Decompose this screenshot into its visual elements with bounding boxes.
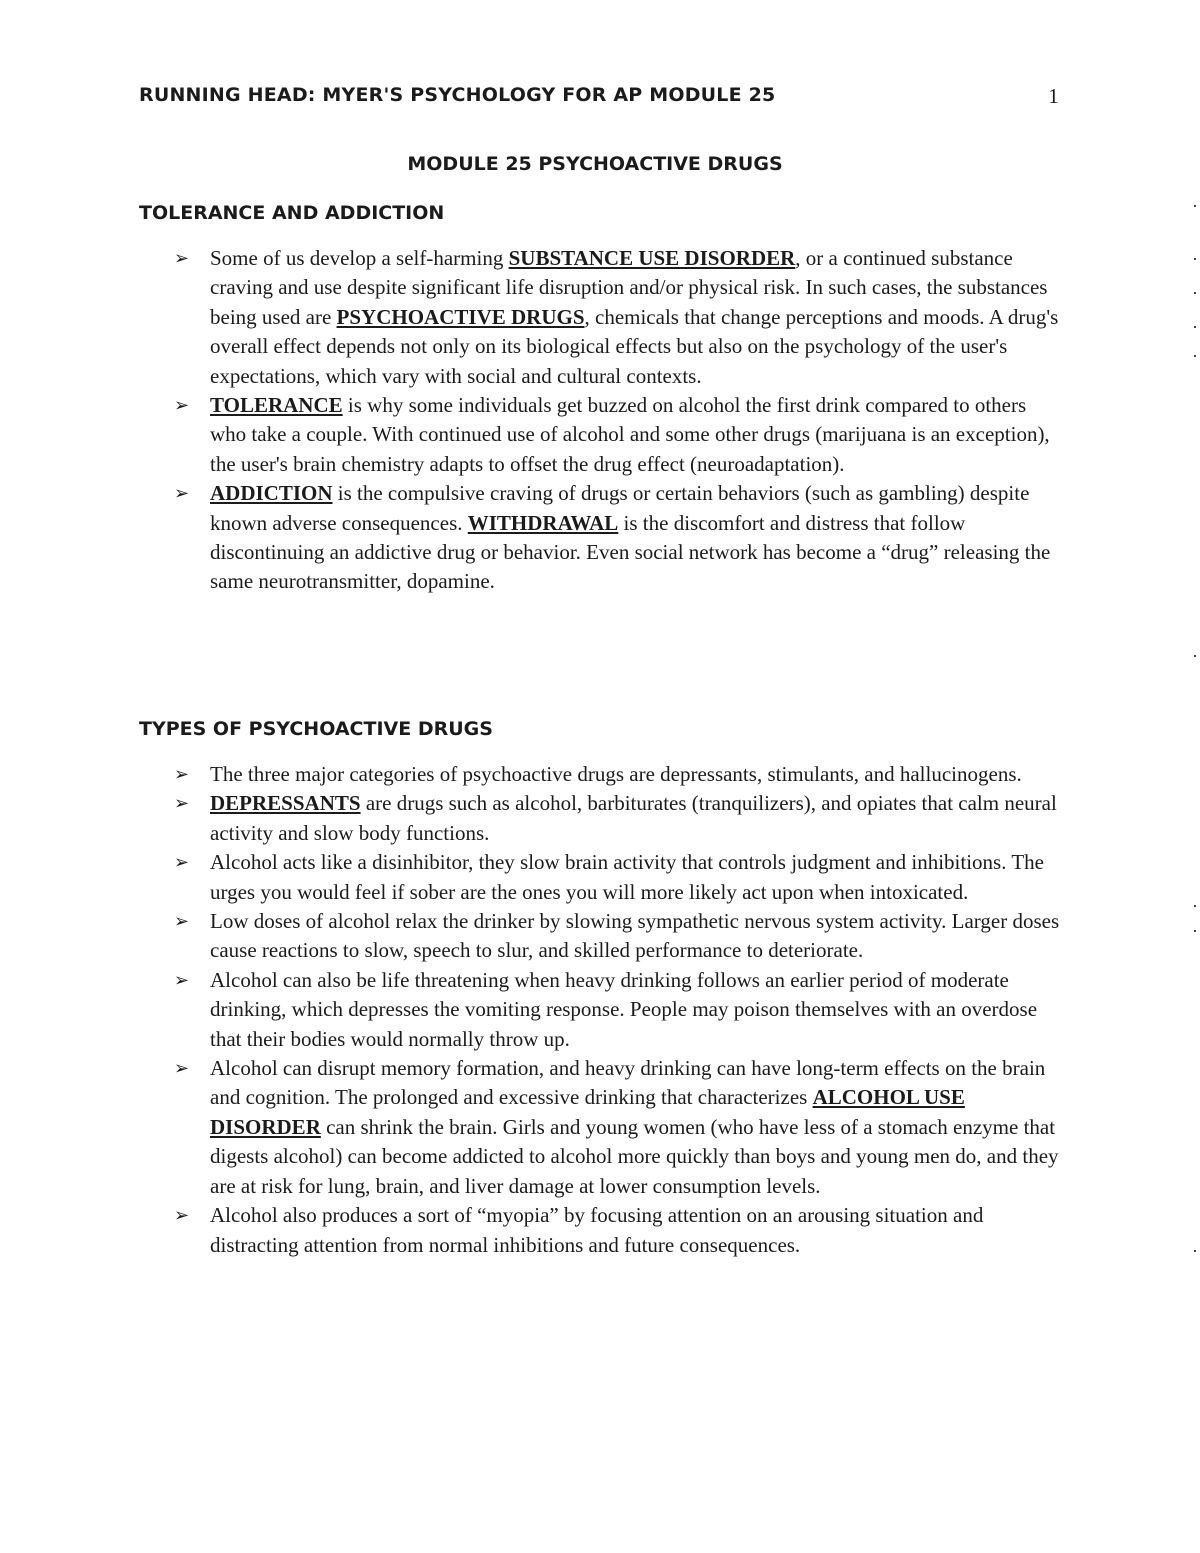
- bullet-text: Some of us develop a self-harming: [210, 246, 509, 270]
- bullet-text: can shrink the brain. Girls and young women (who have less of a stomach enzyme that digests alcohol) can become addicted to alcohol more quickly than boys and young men do, and they are at risk for lung, brain, and liver damage at lower consumption levels.: [210, 1114, 1059, 1198]
- running-head: [139, 84, 1059, 106]
- list-item: [174, 1201, 1060, 1260]
- list-item: [174, 907, 1060, 966]
- list-item: [174, 789, 1060, 848]
- list-item: [174, 1054, 1060, 1201]
- running-head-text: RUNNING HEAD: MYER'S PSYCHOLOGY FOR AP MODULE 25: [139, 84, 776, 106]
- list-item: [174, 760, 1060, 789]
- arrow-bullet-icon: ➢: [174, 911, 190, 933]
- key-term: WITHDRAWAL: [467, 510, 619, 535]
- section-heading-tolerance: TOLERANCE AND ADDICTION: [139, 202, 445, 224]
- key-term: TOLERANCE: [210, 393, 343, 418]
- arrow-bullet-icon: ➢: [174, 248, 190, 269]
- bullet-text: , chemicals that change perceptions and moods. A drug's overall effect depends not only on its biological effects but also on the psychology of the user's expectations, which vary with social and cultural contexts.: [210, 304, 1059, 388]
- key-term: DEPRESSANTS: [210, 791, 361, 816]
- bullet-text: is the discomfort and distress that follow discontinuing an addictive drug or behavior. Even social network has become a “drug” releasing the same neurotransmitter, dopamine.: [210, 510, 1051, 594]
- section-heading-types: TYPES OF PSYCHOACTIVE DRUGS: [139, 718, 493, 740]
- key-term: ALCOHOL USE DISORDER: [210, 1085, 965, 1139]
- bullet-list-types: [174, 760, 1060, 1260]
- bullet-text: The three major categories of psychoactive drugs are depressants, stimulants, and hallucinogens.: [210, 762, 1022, 786]
- bullet-text: is why some individuals get buzzed on alcohol the first drink compared to others who take a couple. With continued use of alcohol and some other drugs (marijuana is an exception), the user's brain chemistry adapts to offset the drug effect (neuroadaptation).: [210, 393, 1050, 476]
- arrow-bullet-icon: ➢: [174, 483, 190, 505]
- key-term: SUBSTANCE USE DISORDER: [508, 246, 796, 270]
- arrow-bullet-icon: ➢: [174, 764, 190, 785]
- arrow-bullet-icon: ➢: [174, 793, 190, 815]
- bullet-text: are drugs such as alcohol, barbiturates (tranquilizers), and opiates that calm neural activity and slow body functions.: [210, 791, 1057, 845]
- scan-mark: [1194, 1250, 1196, 1252]
- bullet-list-tolerance: [174, 244, 1060, 597]
- list-item: [174, 848, 1060, 907]
- scan-mark: [1194, 905, 1196, 907]
- arrow-bullet-icon: ➢: [174, 852, 190, 874]
- arrow-bullet-icon: ➢: [174, 1205, 190, 1227]
- key-term: PSYCHOACTIVE DRUGS: [336, 304, 585, 329]
- bullet-text: Alcohol can disrupt memory formation, and heavy drinking can have long-term effects on the brain and cognition. The prolonged and excessive drinking that characterizes: [210, 1056, 1046, 1110]
- scan-edge-marks: [1194, 0, 1198, 1553]
- bullet-text: , or a continued substance craving and use despite significant life disruption and/or physical risk. In such cases, the substances being used are: [210, 246, 1048, 329]
- scan-mark: [1194, 326, 1196, 328]
- bullet-text: is the compulsive craving of drugs or certain behaviors (such as gambling) despite known adverse consequences.: [210, 481, 1030, 535]
- scan-mark: [1194, 292, 1196, 294]
- list-item: [174, 391, 1060, 479]
- arrow-bullet-icon: ➢: [174, 969, 190, 991]
- scan-mark: [1194, 205, 1196, 207]
- scan-mark: [1194, 355, 1196, 357]
- scan-mark: [1194, 655, 1196, 657]
- list-item: [174, 966, 1060, 1054]
- bullet-text: Alcohol can also be life threatening when heavy drinking follows an earlier period of moderate drinking, which depresses the vomiting response. People may poison themselves with an overdose that their bodies would normally throw up.: [210, 967, 1038, 1051]
- bullet-text: Alcohol acts like a disinhibitor, they slow brain activity that controls judgment and inhibitions. The urges you would feel if sober are the ones you will more likely act upon when intoxicated.: [210, 850, 1044, 904]
- arrow-bullet-icon: ➢: [174, 395, 190, 417]
- page-title: MODULE 25 PSYCHOACTIVE DRUGS: [407, 153, 783, 175]
- scan-mark: [1194, 258, 1196, 260]
- arrow-bullet-icon: ➢: [174, 1058, 190, 1080]
- scan-mark: [1194, 930, 1196, 932]
- key-term: ADDICTION: [210, 481, 333, 506]
- list-item: [174, 244, 1060, 391]
- bullet-text: Low doses of alcohol relax the drinker by slowing sympathetic nervous system activity. Larger doses cause reactions to slow, speech to slur, and skilled performance to deteriorate.: [210, 909, 1060, 963]
- list-item: [174, 479, 1060, 597]
- page-number: 1: [1048, 84, 1059, 108]
- bullet-text: Alcohol also produces a sort of “myopia” by focusing attention on an arousing situation and distracting attention from normal inhibitions and future consequences.: [210, 1203, 984, 1257]
